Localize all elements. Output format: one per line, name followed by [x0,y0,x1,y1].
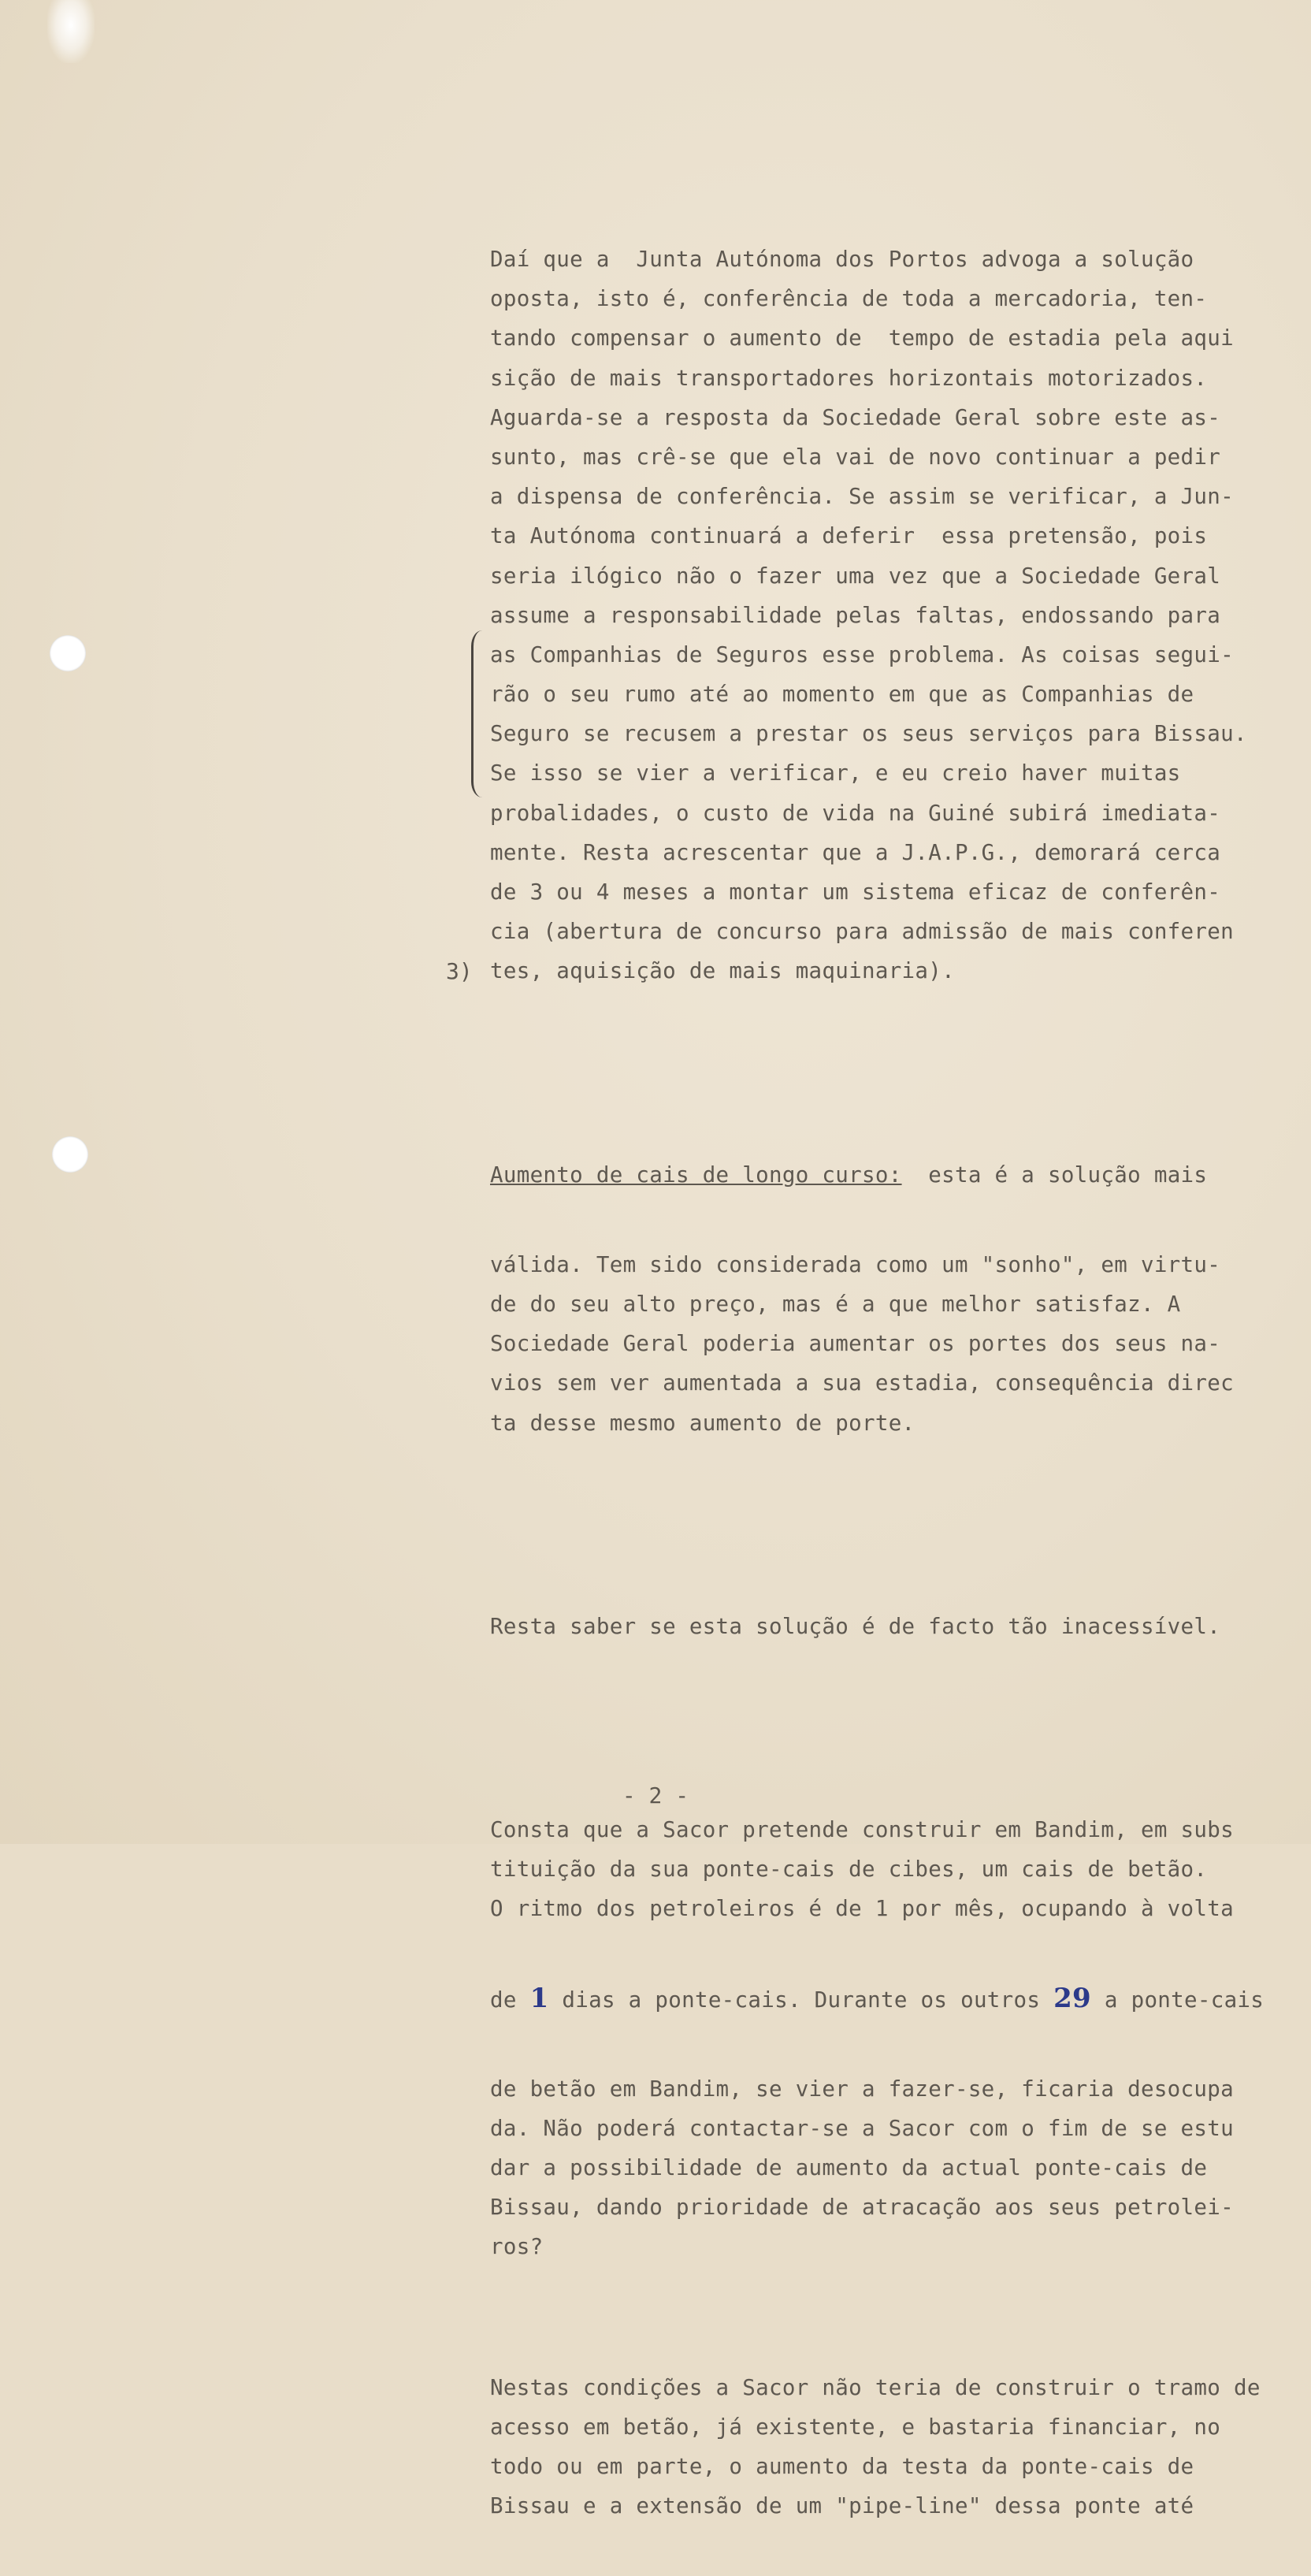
text-line: Bissau e a extensão de um "pipe-line" dessa ponte até [490,2493,1194,2519]
text-line: Nestas condições a Sacor não teria de construir o tramo de [490,2374,1261,2400]
text-line: de do seu alto preço, mas é a que melhor satisfaz. A [490,1291,1181,1317]
text-line: de 3 ou 4 meses a montar um sistema eficaz de conferên- [490,879,1221,905]
text-line: ta desse mesmo aumento de porte. [490,1410,915,1436]
text-line: Aguarda-se a resposta da Sociedade Geral sobre este as- [490,404,1221,430]
text-line: oposta, isto é, conferência de toda a mercadoria, ten- [490,286,1208,312]
text-line: a dispensa de conferência. Se assim se verificar, a Jun- [490,484,1234,510]
text-line: O ritmo dos petroleiros é de 1 por mês, ocupando à volta [490,1896,1234,1922]
text-line: Se isso se vier a verificar, e eu creio haver muitas [490,760,1181,786]
text-line: ta Autónoma continuará a deferir essa pretensão, pois [490,523,1208,549]
text-line: acesso em betão, já existente, e bastaria financiar, no [490,2414,1221,2440]
punch-hole-bottom [52,1136,88,1173]
text-line: tituição da sua ponte-cais de cibes, um cais de betão. [490,1857,1208,1883]
text-line: ros? [490,2234,544,2260]
text-line: seria ilógico não o fazer uma vez que a Sociedade Geral [490,563,1221,589]
section-3-first-line [490,1155,1309,1195]
text-line: rão o seu rumo até ao momento em que as Companhias de [490,682,1194,708]
text-line: tes, aquisição de mais maquinaria). [490,958,955,984]
text-line: tando compensar o aumento de tempo de estadia pela aqui [490,325,1234,351]
text-line: vios sem ver aumentada a sua estadia, consequência direc [490,1370,1234,1396]
line-with-handwritten-numbers: de 1 dias a ponte-cais. Durante os outros 29 a ponte-cais [490,1983,1265,2015]
handwritten-number-1: 1 [529,1983,549,2015]
text-line: as Companhias de Seguros esse problema. As coisas segui- [490,641,1234,667]
text-line: sição de mais transportadores horizontais motorizados. [490,365,1208,391]
text-line: Sociedade Geral poderia aumentar os portes dos seus na- [490,1331,1221,1357]
text-line: Seguro se recusem a prestar os seus serviços para Bissau. [490,721,1247,747]
text-line: Bissau, dando prioridade de atracação aos seus petrolei- [490,2195,1234,2221]
handwritten-margin-bracket [471,630,485,797]
paragraph-resta [490,1607,1309,1646]
text-line: Resta saber se esta solução é de facto tão inacessível. [490,1613,1221,1639]
text-line: dar a possibilidade de aumento da actual ponte-cais de [490,2155,1208,2180]
body-text [490,189,1309,2576]
text-line: todo ou em parte, o aumento da testa da ponte-cais de [490,2453,1194,2479]
text-line: sunto, mas crê-se que ela vai de novo continuar a pedir [490,444,1221,470]
text-line: da. Não poderá contactar-se a Sacor com o fim de se estu [490,2115,1234,2141]
paragraph-consta [490,1760,1309,2318]
text-line: probalidades, o custo de vida na Guiné subirá imediata- [490,800,1221,826]
text-line: assume a responsabilidade pelas faltas, endossando para [490,602,1221,628]
punch-hole-top [50,635,86,671]
section-3 [490,1105,1309,1493]
text-line: Daí que a Junta Autónoma dos Portos advoga a solução [490,247,1194,272]
handwritten-number-29: 29 [1053,1983,1092,2015]
section-3-first-line-text: esta é a solução mais [901,1162,1208,1188]
text-line: Consta que a Sacor pretende construir em Bandim, em subs [490,1816,1234,1842]
text-line: cia (abertura de concurso para admissão de mais conferen [490,919,1234,945]
section-number: 3) [446,958,473,984]
page-number: - 2 - [622,1782,689,1808]
text-line: válida. Tem sido considerada como um "sonho", em virtu- [490,1251,1221,1277]
section-3-heading: Aumento de cais de longo curso: [490,1162,902,1188]
paragraph-junta [490,240,1309,991]
paragraph-nestas [490,2368,1309,2526]
torn-corner [47,0,95,63]
text-line: de betão em Bandim, se vier a fazer-se, ficaria desocupa [490,2076,1234,2102]
text-line: mente. Resta acrescentar que a J.A.P.G., demorará cerca [490,839,1221,865]
